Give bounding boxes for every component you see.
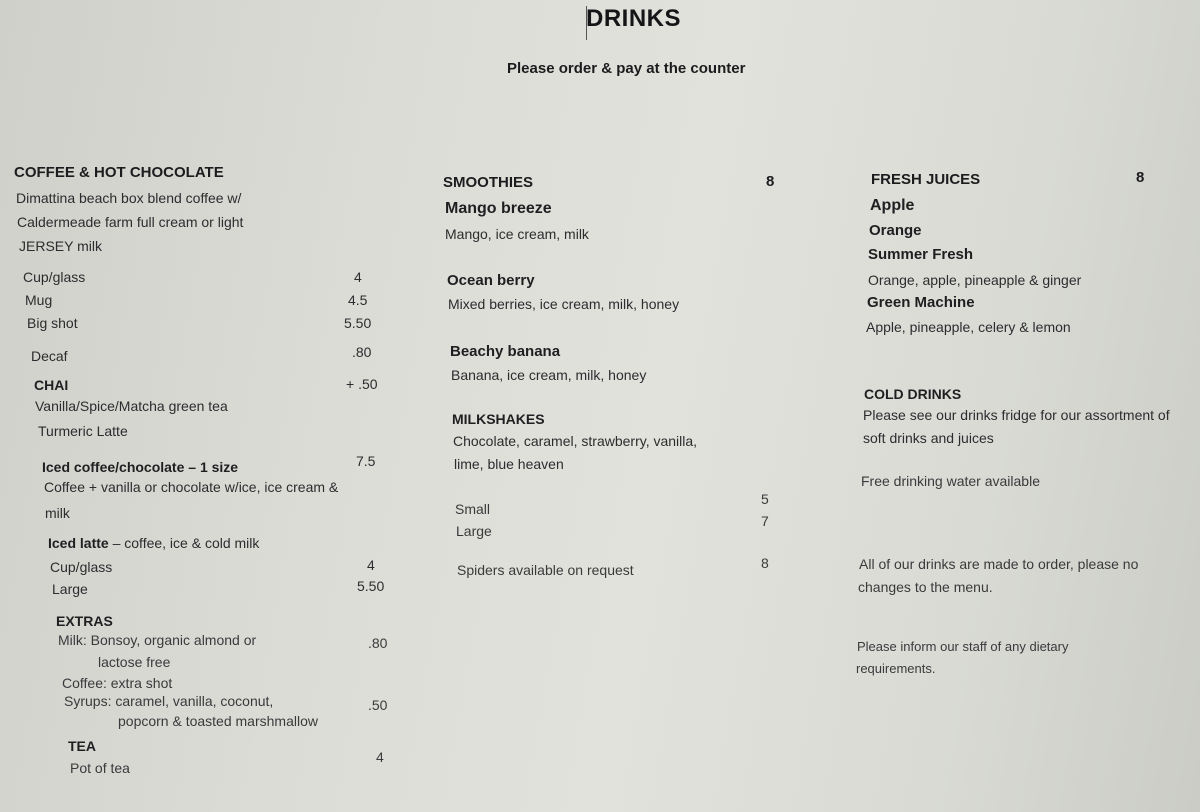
chai-line: Turmeric Latte xyxy=(38,423,128,439)
size-label: Cup/glass xyxy=(23,269,86,285)
decaf-price: .80 xyxy=(352,344,372,360)
iced-coffee-label: Iced coffee/chocolate – 1 size xyxy=(42,459,239,475)
smoothie-name: Mango breeze xyxy=(445,200,552,217)
smoothie-desc: Banana, ice cream, milk, honey xyxy=(451,367,647,383)
smoothie-desc: Mango, ice cream, milk xyxy=(445,226,589,242)
cold-drinks-line: soft drinks and juices xyxy=(863,430,994,446)
juice-desc: Apple, pineapple, celery & lemon xyxy=(866,319,1071,335)
coffee-desc-line: JERSEY milk xyxy=(19,238,102,254)
tea-heading: TEA xyxy=(68,738,96,754)
chai-line: Vanilla/Spice/Matcha green tea xyxy=(35,398,228,414)
page-subtitle: Please order & pay at the counter xyxy=(507,60,746,77)
juice-name: Apple xyxy=(870,197,915,214)
smoothie-name: Beachy banana xyxy=(450,343,561,360)
coffee-heading: COFFEE & HOT CHOCOLATE xyxy=(14,164,224,181)
milkshake-price: 5 xyxy=(761,491,769,507)
iced-latte-size: Large xyxy=(52,581,88,597)
water-note: Free drinking water available xyxy=(861,473,1040,489)
juice-name: Green Machine xyxy=(867,294,975,311)
coffee-desc-line: Dimattina beach box blend coffee w/ xyxy=(16,190,242,206)
size-price: 4 xyxy=(354,269,362,285)
chai-label: CHAI xyxy=(34,377,69,393)
order-note-line: changes to the menu. xyxy=(858,579,993,595)
juice-name: Summer Fresh xyxy=(868,246,974,263)
tea-price: 4 xyxy=(376,749,384,765)
milkshakes-heading: MILKSHAKES xyxy=(452,411,545,427)
juices-price: 8 xyxy=(1136,169,1145,186)
smoothies-heading: SMOOTHIES xyxy=(443,174,534,191)
size-label: Mug xyxy=(25,292,53,308)
extras-milk-price: .80 xyxy=(368,635,388,651)
milkshakes-line: lime, blue heaven xyxy=(454,456,564,472)
dietary-note-line: Please inform our staff of any dietary xyxy=(857,639,1069,654)
order-note-line: All of our drinks are made to order, please no xyxy=(859,556,1139,572)
iced-latte-price: 4 xyxy=(367,557,375,573)
page-title: DRINKS xyxy=(586,5,682,32)
juice-name: Orange xyxy=(869,222,922,239)
extras-syrups-line: popcorn & toasted marshmallow xyxy=(118,713,318,729)
iced-latte-label: Iced latte – coffee, ice & cold milk xyxy=(48,535,260,551)
milkshake-price: 7 xyxy=(761,513,769,529)
milkshakes-line: Chocolate, caramel, strawberry, vanilla, xyxy=(453,433,698,449)
tea-label: Pot of tea xyxy=(70,760,130,776)
iced-coffee-line: Coffee + vanilla or chocolate w/ice, ice cream & xyxy=(44,479,339,495)
milkshake-size: Small xyxy=(455,501,491,517)
extras-syrups-line: Syrups: caramel, vanilla, coconut, xyxy=(64,693,274,709)
size-label: Big shot xyxy=(27,315,78,331)
iced-coffee-price: 7.5 xyxy=(356,453,376,469)
smoothie-desc: Mixed berries, ice cream, milk, honey xyxy=(448,296,680,312)
extras-syrups-price: .50 xyxy=(368,697,388,713)
chai-price: + .50 xyxy=(346,376,378,392)
juices-heading: FRESH JUICES xyxy=(871,171,981,188)
decaf-label: Decaf xyxy=(31,348,68,364)
spiders-label: Spiders available on request xyxy=(457,562,634,578)
extras-milk-line: lactose free xyxy=(98,654,171,670)
smoothies-price: 8 xyxy=(766,173,775,190)
dietary-note-line: requirements. xyxy=(856,661,936,676)
extras-coffee: Coffee: extra shot xyxy=(62,675,173,691)
iced-latte-price: 5.50 xyxy=(357,578,385,594)
juice-desc: Orange, apple, pineapple & ginger xyxy=(868,272,1082,288)
smoothie-name: Ocean berry xyxy=(447,272,535,289)
milkshake-size: Large xyxy=(456,523,492,539)
spiders-price: 8 xyxy=(761,555,769,571)
iced-coffee-line: milk xyxy=(45,505,70,521)
size-price: 5.50 xyxy=(344,315,372,331)
extras-heading: EXTRAS xyxy=(56,613,113,629)
size-price: 4.5 xyxy=(348,292,368,308)
cold-drinks-heading: COLD DRINKS xyxy=(864,386,962,402)
iced-latte-size: Cup/glass xyxy=(50,559,113,575)
coffee-desc-line: Caldermeade farm full cream or light xyxy=(17,214,244,230)
cold-drinks-line: Please see our drinks fridge for our assortment of xyxy=(863,407,1170,423)
extras-milk-line: Milk: Bonsoy, organic almond or xyxy=(58,632,257,648)
